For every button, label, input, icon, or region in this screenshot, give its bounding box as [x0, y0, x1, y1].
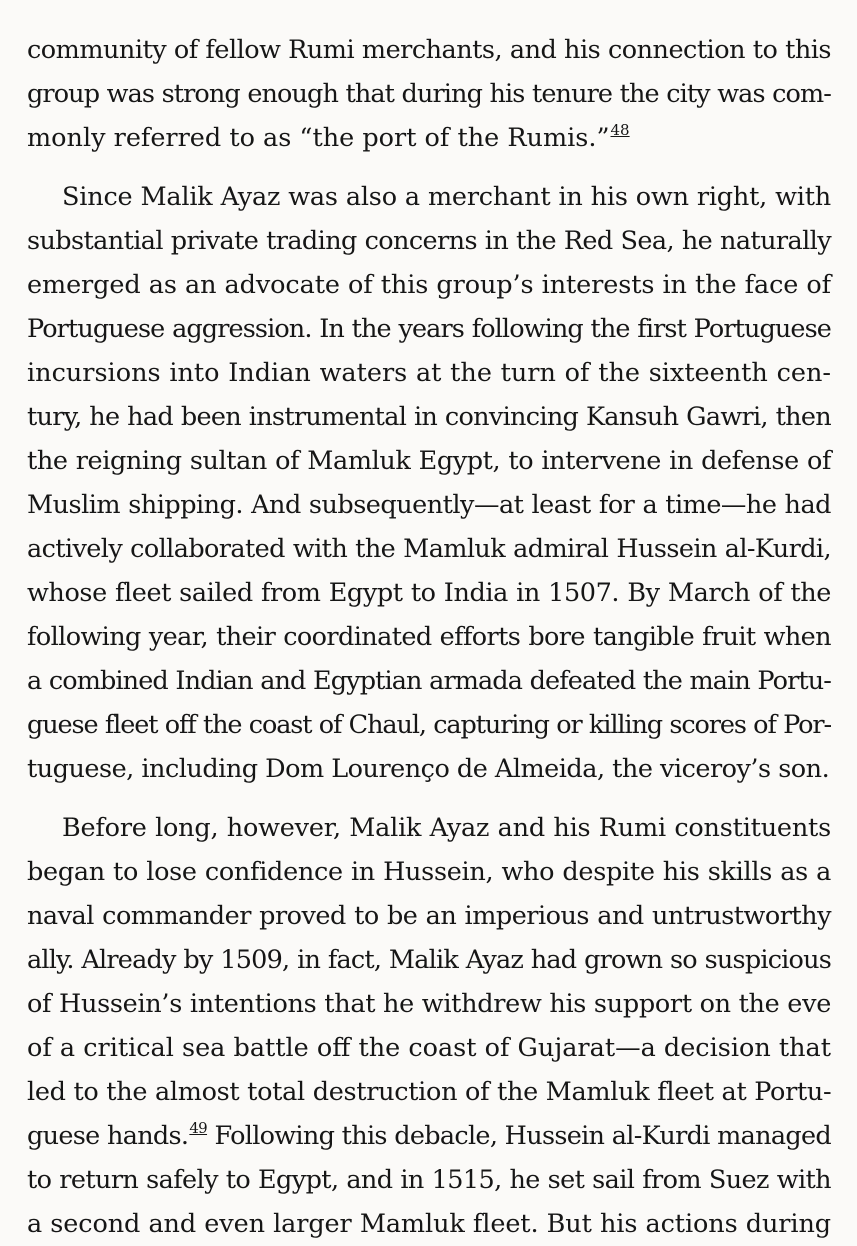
text-line: following year, their coordinated efforts bore tangible fruit when — [27, 622, 831, 652]
text-line: the reigning sultan of Mamluk Egypt, to intervene in defense of — [27, 446, 831, 476]
text-line: led to the almost total destruction of the Mamluk fleet at Portu- — [27, 1077, 832, 1107]
book-page — [27, 0, 832, 1239]
text-line: naval commander proved to be an imperious and untrustworthy — [27, 901, 831, 931]
text-line: of Hussein’s intentions that he withdrew his support on the eve — [27, 989, 831, 1019]
line-text: monly referred to as “the port of the Rumis.” — [27, 123, 610, 153]
footnote-49-link[interactable]: 49 — [189, 1119, 208, 1137]
text-line: guese fleet off the coast of Chaul, capturing or killing scores of Por- — [27, 710, 831, 740]
text-line: substantial private trading concerns in the Red Sea, he naturally — [27, 226, 831, 256]
text-line: group was strong enough that during his tenure the city was com- — [27, 79, 831, 109]
text-line: Muslim shipping. And subsequently—at least for a time—he had — [27, 490, 831, 520]
text-line: tury, he had been instrumental in convincing Kansuh Gawri, then — [27, 402, 831, 432]
footnote-48-link[interactable]: 48 — [610, 121, 630, 139]
text-line: of a critical sea battle off the coast of Gujarat—a decision that — [27, 1033, 831, 1063]
text-line: tuguese, including Dom Lourenço de Almeida, the viceroy’s son. — [27, 754, 830, 784]
text-line: community of fellow Rumi merchants, and his connection to this — [27, 35, 831, 65]
text-line: began to lose confidence in Hussein, who despite his skills as a — [27, 857, 831, 887]
text-line: a combined Indian and Egyptian armada defeated the main Portu- — [27, 666, 831, 696]
text-line: Since Malik Ayaz was also a merchant in his own right, with — [62, 182, 831, 212]
text-line: whose fleet sailed from Egypt to India in 1507. By March of the — [27, 578, 831, 608]
text-line: a second and even larger Mamluk fleet. But his actions during — [27, 1209, 831, 1239]
text-line: Portuguese aggression. In the years following the first Portuguese — [27, 314, 831, 344]
text-line: emerged as an advocate of this group’s interests in the face of — [27, 270, 831, 300]
text-line: Before long, however, Malik Ayaz and his Rumi constituents — [62, 813, 831, 843]
text-line: incursions into Indian waters at the turn of the sixteenth cen- — [27, 358, 831, 388]
text-line — [27, 1114, 831, 1158]
line-text: Following this debacle, Hussein al-Kurdi managed — [207, 1121, 831, 1151]
text-line: actively collaborated with the Mamluk admiral Hussein al-Kurdi, — [27, 534, 831, 564]
line-text: guese hands. — [27, 1121, 189, 1151]
text-line: ally. Already by 1509, in fact, Malik Ayaz had grown so suspicious — [27, 945, 831, 975]
text-line: to return safely to Egypt, and in 1515, he set sail from Suez with — [27, 1165, 831, 1195]
text-line — [27, 116, 831, 160]
